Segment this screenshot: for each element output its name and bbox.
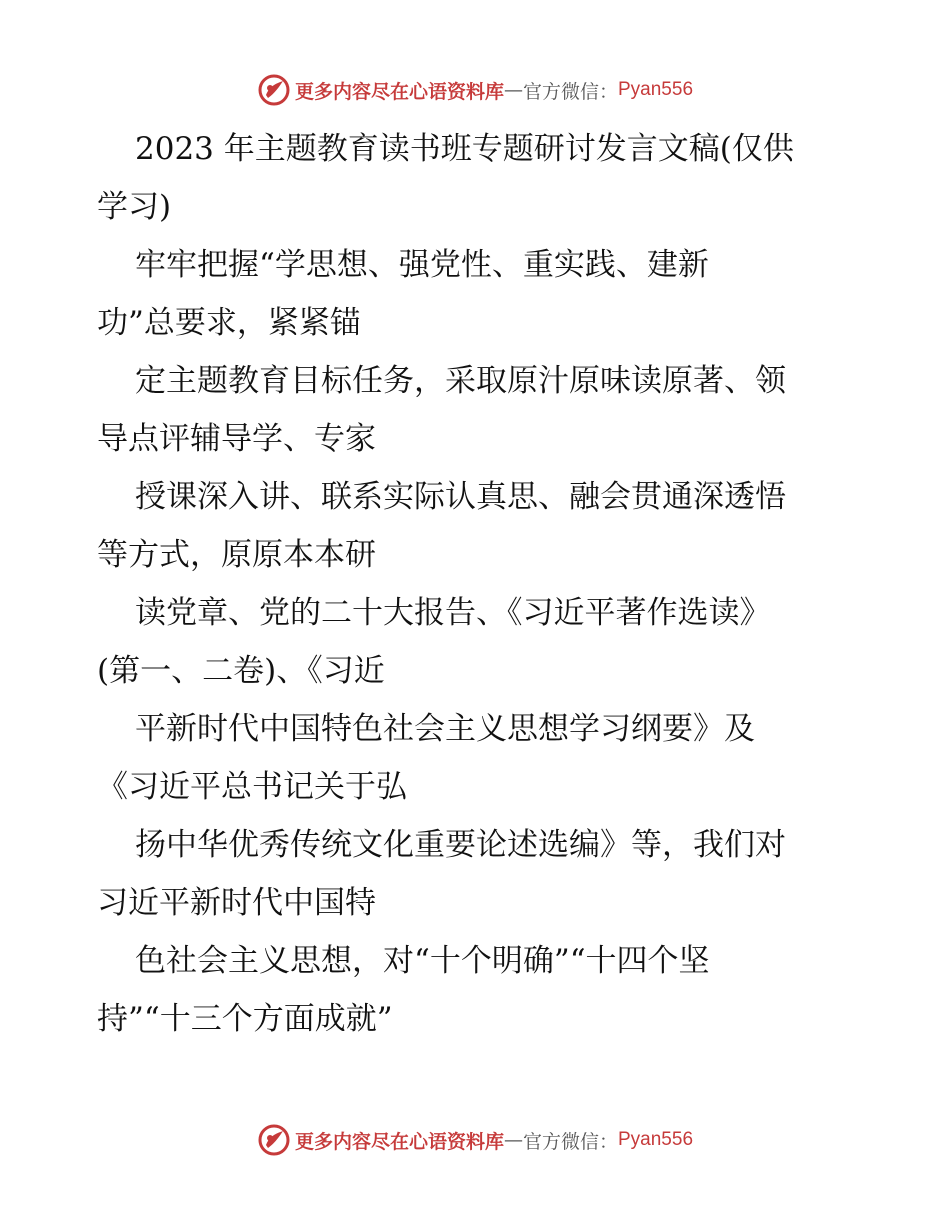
banner-official-text: 官方微信： <box>522 1130 618 1153</box>
banner-dash: — <box>503 79 523 101</box>
text-line: 学习) <box>97 189 172 225</box>
text-line: 《习近平总书记关于弘 <box>97 769 407 805</box>
text-line: 功”总要求，紧紧锚 <box>97 305 361 341</box>
text-line: 色社会主义思想，对“十个明确”“十四个坚 <box>135 943 710 979</box>
document-body <box>97 120 857 1048</box>
banner-dash: — <box>503 1129 523 1151</box>
document-title-line: 2023 年主题教育读书班专题研讨发言文稿(仅供 <box>135 131 794 167</box>
banner-main-text: 更多内容尽在心语资料库 <box>294 1130 504 1153</box>
text-line: 读党章、党的二十大报告、《习近平著作选读》 <box>135 595 771 631</box>
text-line: 习近平新时代中国特 <box>97 885 376 921</box>
footer-banner <box>0 1120 950 1160</box>
text-line: 平新时代中国特色社会主义思想学习纲要》及 <box>135 711 755 747</box>
text-line: 等方式，原原本本研 <box>97 537 376 573</box>
banner-official-text: 官方微信： <box>522 80 618 103</box>
text-line: (第一、二卷)、《习近 <box>97 653 385 689</box>
text-line: 持”“十三个方面成就” <box>97 1001 393 1037</box>
text-line: 授课深入讲、联系实际认真思、融会贯通深透悟 <box>135 479 786 515</box>
ink-brush-logo-icon <box>257 73 291 107</box>
header-banner <box>0 70 950 110</box>
ink-brush-logo-icon <box>257 1123 291 1157</box>
banner-wechat-id: Pyan556 <box>618 79 694 100</box>
text-line: 牢牢把握“学思想、强党性、重实践、建新 <box>135 247 709 283</box>
text-line: 扬中华优秀传统文化重要论述选编》等，我们对 <box>135 827 786 863</box>
banner-main-text: 更多内容尽在心语资料库 <box>294 80 504 103</box>
text-line: 导点评辅导学、专家 <box>97 421 376 457</box>
banner-wechat-id: Pyan556 <box>618 1129 694 1150</box>
text-line: 定主题教育目标任务，采取原汁原味读原著、领 <box>135 363 786 399</box>
